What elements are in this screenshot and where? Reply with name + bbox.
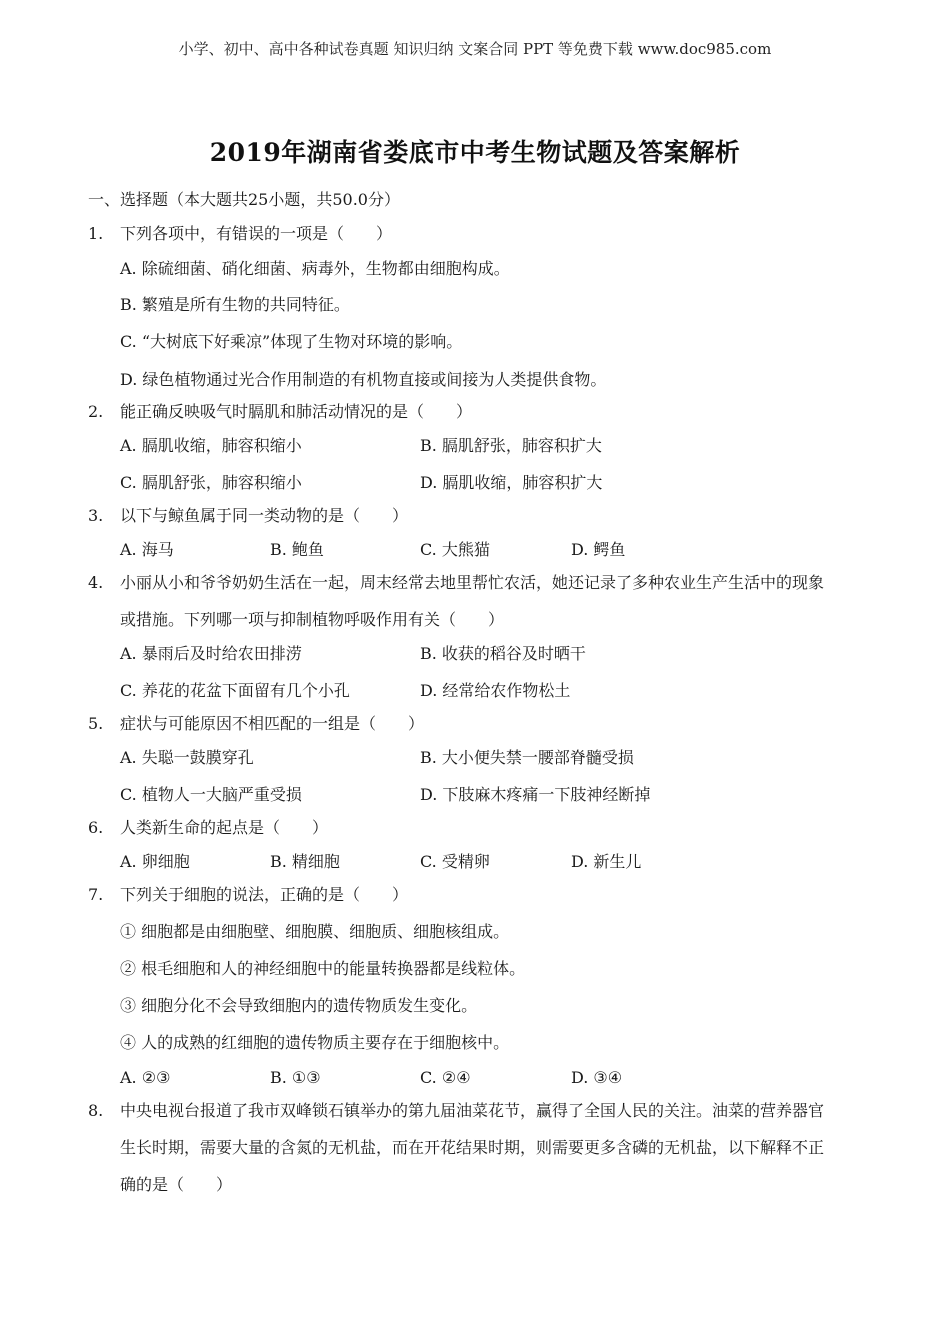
option-d: D. 下肢麻木疼痛一下肢神经断掉 xyxy=(420,785,651,804)
question-stem-continued: 生长时期，需要大量的含氮的无机盐，而在开花结果时期，则需要更多含磷的无机盐，以下解释不正 xyxy=(120,1138,825,1157)
page-header: 小学、初中、高中各种试卷真题 知识归纳 文案合同 PPT 等免费下载 www.doc985.com xyxy=(178,40,772,58)
section-heading: 一、选择题（本大题共25小题，共50.0分） xyxy=(88,190,400,209)
question-stem-continued: 确的是（ ） xyxy=(120,1175,233,1194)
statement-3: ③ 细胞分化不会导致细胞内的遗传物质发生变化。 xyxy=(120,996,478,1015)
question-stem: 症状与可能原因不相匹配的一组是（ ） xyxy=(120,714,425,733)
option-c: C. ②④ xyxy=(420,1068,471,1087)
question-number: 7. xyxy=(88,885,104,904)
option-a: A. 除硫细菌、硝化细菌、病毒外，生物都由细胞构成。 xyxy=(120,259,510,278)
option-c: C. “大树底下好乘凉”体现了生物对环境的影响。 xyxy=(120,332,463,351)
option-a: A. 暴雨后及时给农田排涝 xyxy=(120,644,302,663)
question-stem: 人类新生命的起点是（ ） xyxy=(120,818,329,837)
option-d: D. 鳄鱼 xyxy=(571,540,626,559)
option-c: C. 养花的花盆下面留有几个小孔 xyxy=(120,681,350,700)
question-stem: 下列关于细胞的说法，正确的是（ ） xyxy=(120,885,409,904)
option-c: C. 受精卵 xyxy=(420,852,490,871)
option-b: B. 鲍鱼 xyxy=(270,540,324,559)
option-b: B. 繁殖是所有生物的共同特征。 xyxy=(120,295,350,314)
question-number: 4. xyxy=(88,573,104,592)
question-number: 8. xyxy=(88,1101,104,1120)
option-b: B. 收获的稻谷及时晒干 xyxy=(420,644,586,663)
option-b: B. 大小便失禁一腰部脊髓受损 xyxy=(420,748,634,767)
option-b: B. 膈肌舒张，肺容积扩大 xyxy=(420,436,602,455)
question-stem-continued: 或措施。下列哪一项与抑制植物呼吸作用有关（ ） xyxy=(120,610,505,629)
question-stem: 下列各项中，有错误的一项是（ ） xyxy=(120,224,393,243)
statement-4: ④ 人的成熟的红细胞的遗传物质主要存在于细胞核中。 xyxy=(120,1033,510,1052)
option-c: C. 膈肌舒张，肺容积缩小 xyxy=(120,473,302,492)
option-b: B. ①③ xyxy=(270,1068,321,1087)
option-a: A. 失聪一鼓膜穿孔 xyxy=(120,748,254,767)
option-d: D. 绿色植物通过光合作用制造的有机物直接或间接为人类提供食物。 xyxy=(120,370,607,389)
question-number: 3. xyxy=(88,506,104,525)
question-stem: 小丽从小和爷爷奶奶生活在一起，周末经常去地里帮忙农活，她还记录了多种农业生产生活中的现象 xyxy=(120,573,825,592)
option-d: D. ③④ xyxy=(571,1068,623,1087)
question-number: 1. xyxy=(88,224,104,243)
option-d: D. 新生儿 xyxy=(571,852,642,871)
statement-1: ① 细胞都是由细胞壁、细胞膜、细胞质、细胞核组成。 xyxy=(120,922,510,941)
statement-2: ② 根毛细胞和人的神经细胞中的能量转换器都是线粒体。 xyxy=(120,959,526,978)
option-a: A. 卵细胞 xyxy=(120,852,190,871)
question-stem: 中央电视台报道了我市双峰锁石镇举办的第九届油菜花节，赢得了全国人民的关注。油菜的营养器官 xyxy=(120,1101,825,1120)
option-c: C. 植物人一大脑严重受损 xyxy=(120,785,302,804)
question-number: 2. xyxy=(88,402,104,421)
question-number: 5. xyxy=(88,714,104,733)
question-stem: 以下与鲸鱼属于同一类动物的是（ ） xyxy=(120,506,409,525)
option-a: A. 海马 xyxy=(120,540,174,559)
question-number: 6. xyxy=(88,818,104,837)
option-d: D. 经常给农作物松土 xyxy=(420,681,571,700)
page-title: 2019年湖南省娄底市中考生物试题及答案解析 xyxy=(209,138,741,167)
question-stem: 能正确反映吸气时膈肌和肺活动情况的是（ ） xyxy=(120,402,473,421)
option-d: D. 膈肌收缩，肺容积扩大 xyxy=(420,473,603,492)
option-c: C. 大熊猫 xyxy=(420,540,490,559)
option-a: A. 膈肌收缩，肺容积缩小 xyxy=(120,436,302,455)
option-b: B. 精细胞 xyxy=(270,852,340,871)
option-a: A. ②③ xyxy=(120,1068,171,1087)
